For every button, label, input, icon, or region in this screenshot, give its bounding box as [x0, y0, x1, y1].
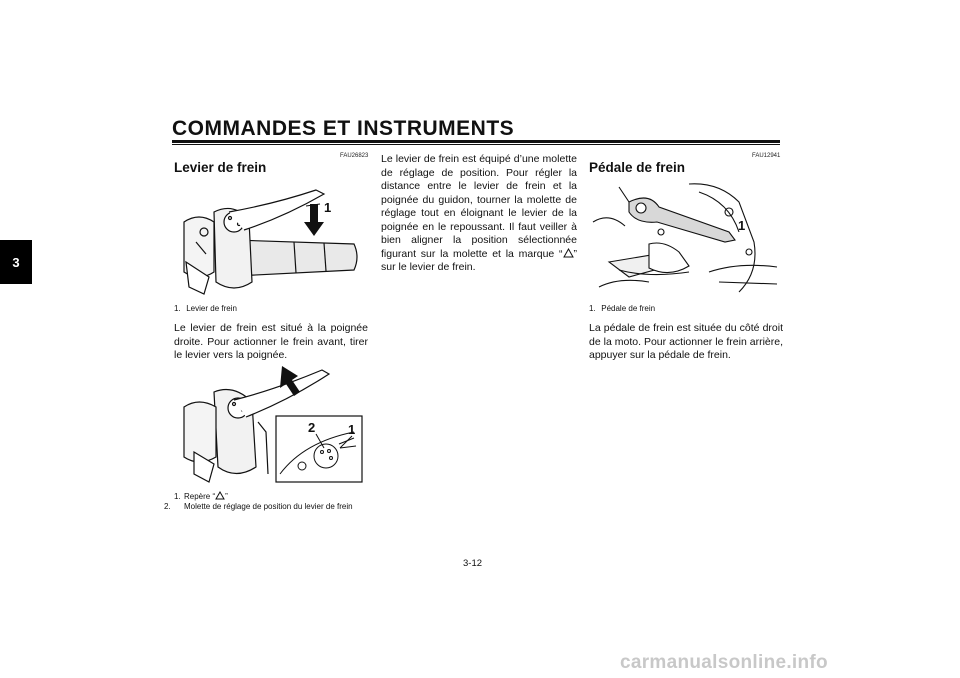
watermark: carmanualsonline.info: [620, 652, 828, 673]
caption-text: Levier de frein: [186, 304, 237, 313]
caption-number: 2.: [164, 502, 171, 511]
body-paragraph: [381, 153, 577, 275]
body-paragraph: Le levier de frein est situé à la poignée droite. Pour actionner le frein avant, tirer le levier vers la poignée.: [174, 322, 368, 361]
callout-1: 1: [738, 218, 746, 233]
figure-caption: [589, 304, 655, 314]
paragraph-text: ” sur le levier de frein.: [381, 247, 577, 273]
section-heading-brake-pedal: Pédale de frein: [589, 160, 686, 175]
header-rule: [172, 140, 780, 143]
callout-1: 1: [348, 422, 356, 437]
caption-text: Molette de réglage de position du levier de frein: [184, 502, 353, 511]
figure-caption: [164, 491, 370, 512]
caption-number: 1.: [589, 304, 596, 313]
brake-pedal-figure: [589, 182, 781, 300]
chapter-tab: 3: [0, 240, 32, 284]
caption-text: ”: [225, 492, 228, 501]
caption-number: 1.: [174, 304, 181, 313]
triangle-mark-icon: [215, 491, 225, 500]
figure-caption: [174, 304, 237, 314]
caption-number: 1.: [174, 492, 181, 501]
body-paragraph: La pédale de frein est située du côté droit de la moto. Pour actionner le frein arrière, appuyer sur la pédale de frein.: [589, 322, 783, 361]
section-heading-brake-lever: Levier de frein: [174, 160, 267, 175]
callout-2: 2: [308, 420, 316, 435]
caption-line: [164, 502, 370, 512]
callout-1: 1: [324, 200, 332, 215]
paragraph-text: Le levier de frein est équipé d’une molette de réglage de position. Pour régler la distance entre le levier de frein et la poignée du guidon, tourner la molette de réglage tout en éloignant le levier de la poignée en le repoussant. Il faut veiller à bien aligner la position sélectionnée figurant sur la molette et la marque “: [381, 153, 577, 260]
page-number: 3-12: [463, 558, 483, 569]
caption-text: Repère “: [184, 492, 216, 501]
header-rule-thin: [172, 144, 780, 145]
caption-line: [174, 491, 370, 502]
page-title: COMMANDES ET INSTRUMENTS: [172, 117, 515, 140]
triangle-mark-icon: [563, 248, 574, 258]
caption-text: Pédale de frein: [601, 304, 656, 313]
brake-lever-adjuster-figure: [174, 362, 366, 486]
section-code: FAU26823: [340, 153, 369, 159]
section-code: FAU12941: [752, 153, 781, 159]
brake-lever-figure: [174, 182, 362, 300]
